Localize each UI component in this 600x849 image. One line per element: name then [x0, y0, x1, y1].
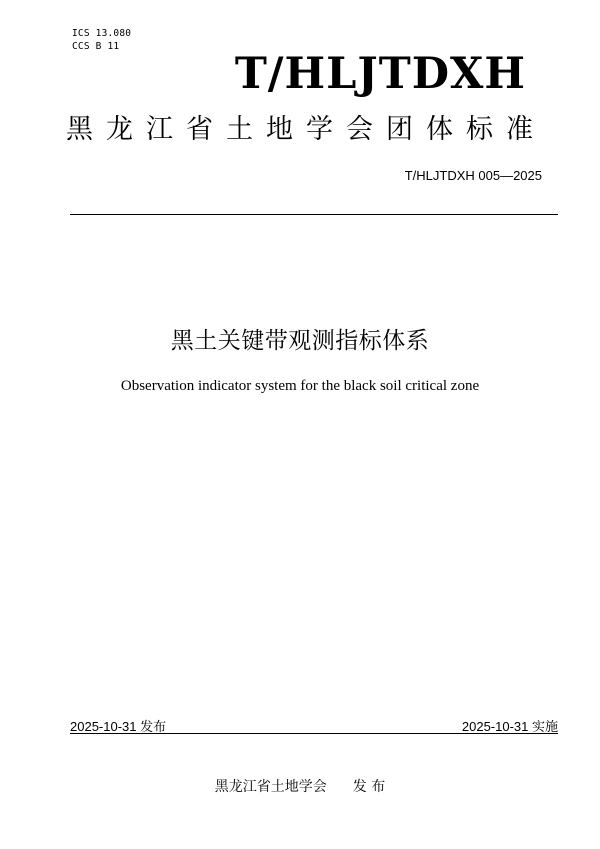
ccs-code: CCS B 11 — [72, 41, 120, 52]
top-divider — [70, 214, 558, 215]
bottom-divider — [70, 733, 558, 734]
organization-title: 黑龙江省土地学会团体标准 — [66, 114, 546, 145]
standard-number: T/HLJTDXH 005—2025 — [404, 168, 542, 183]
issuer-action: 发 布 — [352, 779, 386, 795]
publish-date: 2025-10-31 发布 — [70, 719, 167, 734]
ics-code: ICS 13.080 — [72, 28, 132, 39]
standard-mark: T/HLJTDXH — [234, 49, 526, 99]
document-title-en: Observation indicator system for the black soil critical zone — [120, 378, 480, 394]
implement-date: 2025-10-31 实施 — [461, 719, 558, 734]
document-title-cn: 黑土关键带观测指标体系 — [170, 328, 430, 354]
issuer-line — [0, 776, 600, 796]
issuer-name: 黑龙江省土地学会 — [214, 779, 327, 795]
